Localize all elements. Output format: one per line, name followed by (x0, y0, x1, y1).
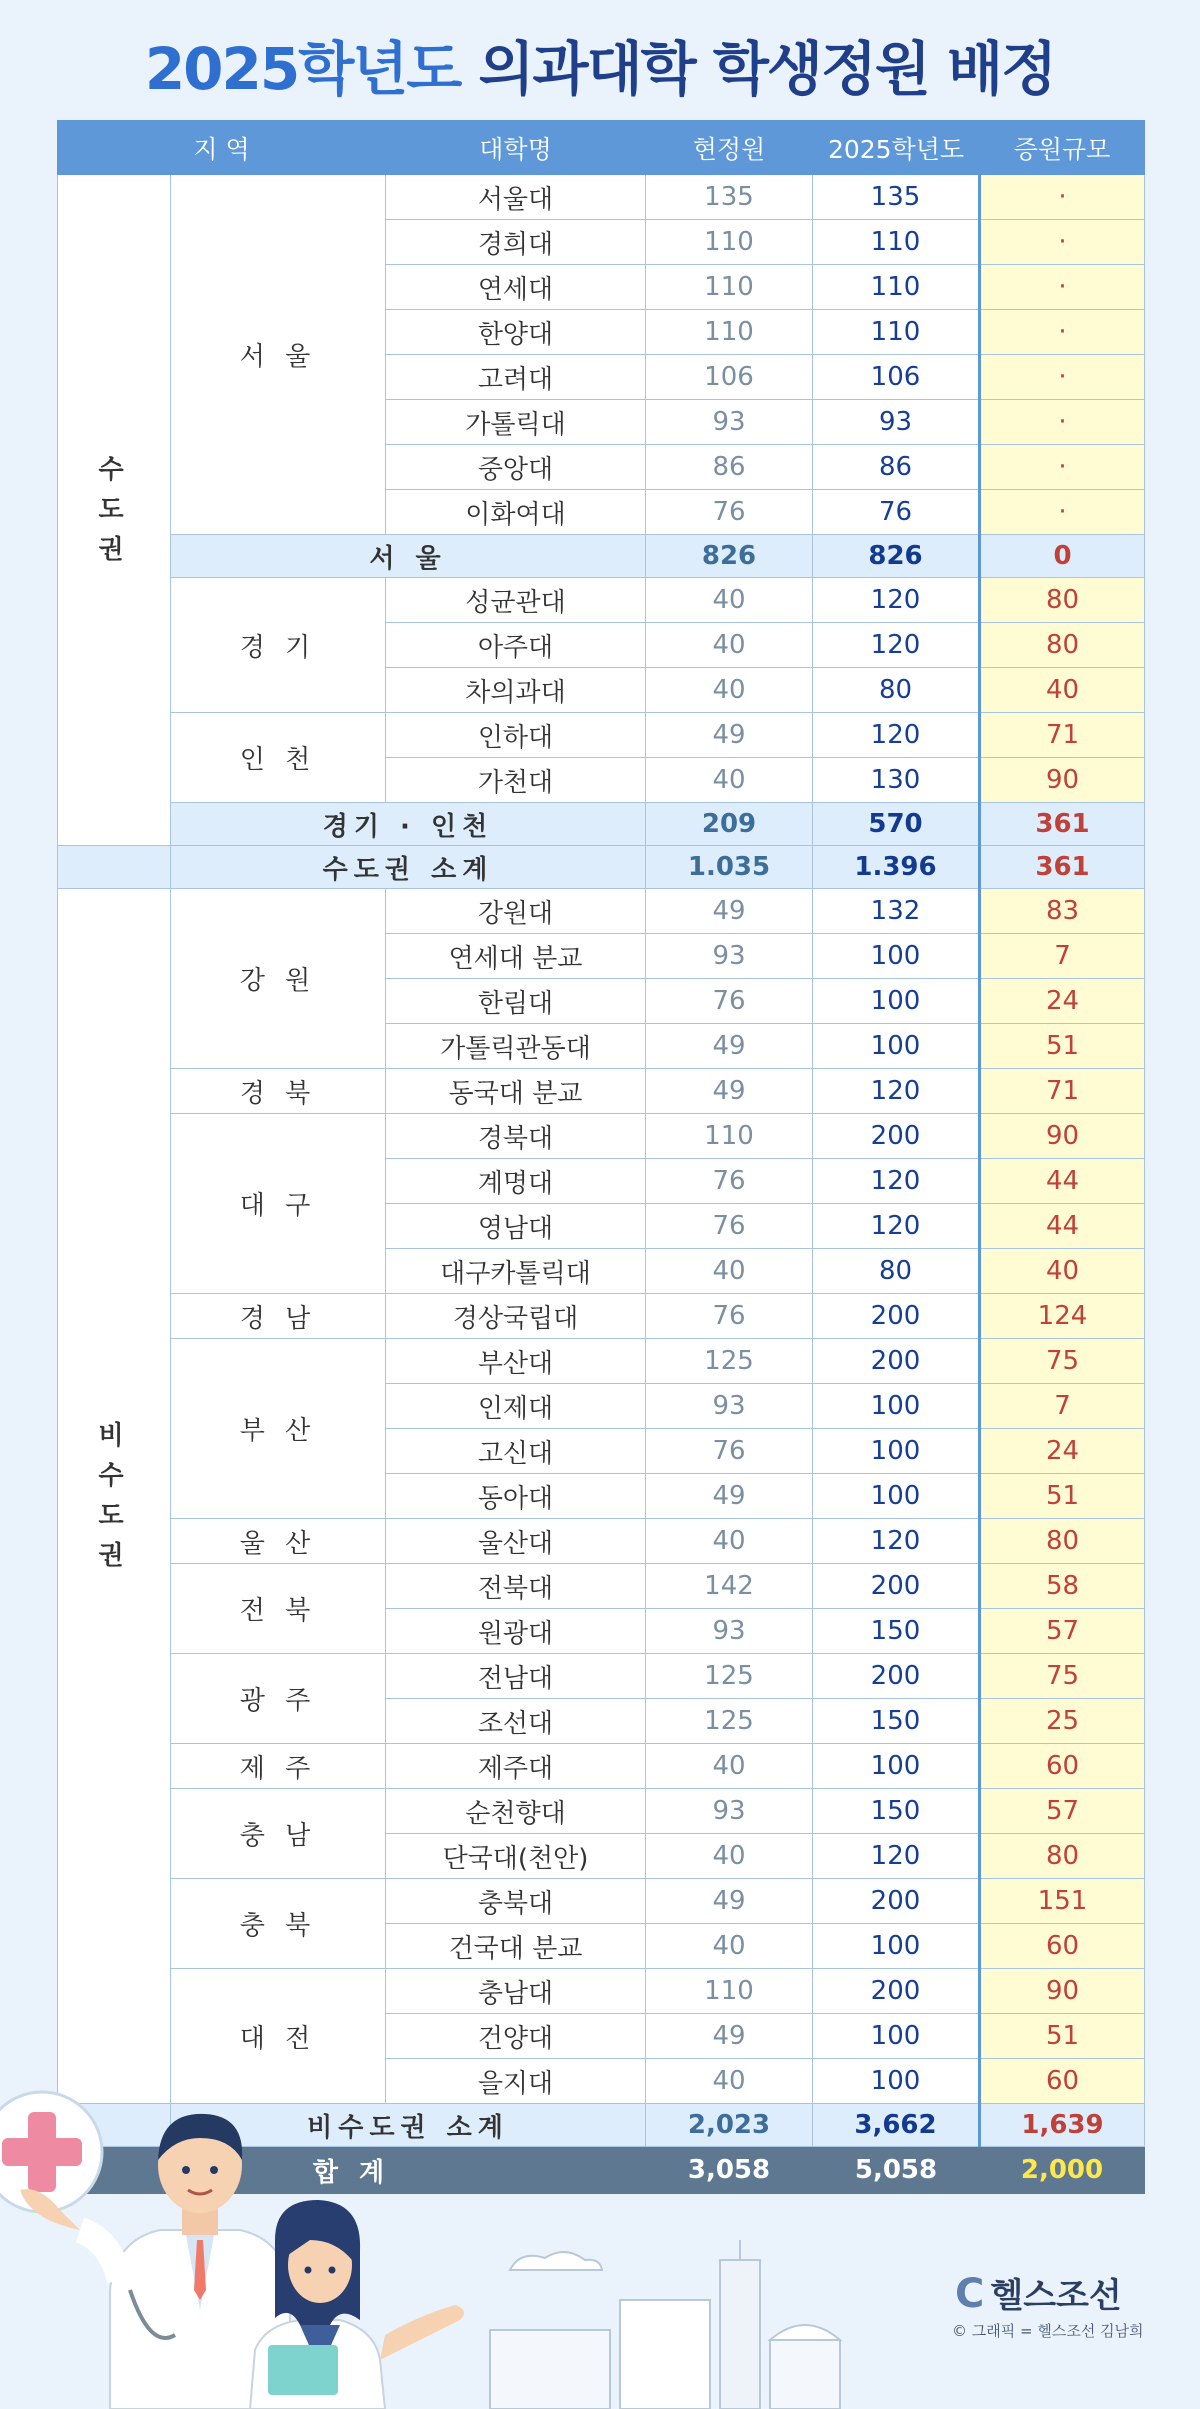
brand-logo (955, 2268, 1122, 2317)
quota-2025-cell: 100 (813, 1744, 980, 1789)
increase-cell: 90 (980, 758, 1145, 803)
quota-2025-cell: 120 (813, 1519, 980, 1564)
quota-2025-cell: 93 (813, 400, 980, 445)
quota-2025-cell: 106 (813, 355, 980, 400)
current-quota-cell: 76 (646, 1294, 813, 1339)
header-current: 현정원 (646, 121, 813, 175)
university-cell: 고려대 (386, 355, 646, 400)
city-skyline-illustration (470, 2240, 930, 2409)
increase-cell: 58 (980, 1564, 1145, 1609)
university-cell: 중앙대 (386, 445, 646, 490)
current-quota-cell: 40 (646, 758, 813, 803)
table-row (58, 1789, 1145, 1834)
university-cell: 동국대 분교 (386, 1069, 646, 1114)
subtotal-label: 수도권 소계 (171, 846, 646, 889)
current-quota-cell: 86 (646, 445, 813, 490)
subtotal-2025: 3,662 (813, 2104, 980, 2147)
current-quota-cell: 110 (646, 220, 813, 265)
current-quota-cell: 49 (646, 889, 813, 934)
current-quota-cell: 40 (646, 623, 813, 668)
region-cell: 강 원 (171, 889, 386, 1069)
current-quota-cell: 40 (646, 1924, 813, 1969)
medical-cross-icon (0, 2092, 102, 2212)
current-quota-cell: 125 (646, 1339, 813, 1384)
university-cell: 성균관대 (386, 578, 646, 623)
subtotal-2025: 1.396 (813, 846, 980, 889)
university-cell: 연세대 (386, 265, 646, 310)
quota-2025-cell: 200 (813, 1654, 980, 1699)
current-quota-cell: 106 (646, 355, 813, 400)
increase-cell: · (980, 265, 1145, 310)
university-cell: 연세대 분교 (386, 934, 646, 979)
university-cell: 동아대 (386, 1474, 646, 1519)
table-row (58, 1069, 1145, 1114)
table-row (58, 1294, 1145, 1339)
university-cell: 단국대(천안) (386, 1834, 646, 1879)
quota-2025-cell: 200 (813, 1564, 980, 1609)
increase-cell: 80 (980, 1519, 1145, 1564)
increase-cell: 90 (980, 1114, 1145, 1159)
quota-2025-cell: 150 (813, 1789, 980, 1834)
quota-2025-cell: 120 (813, 1069, 980, 1114)
quota-table (57, 120, 1145, 2194)
quota-2025-cell: 120 (813, 623, 980, 668)
quota-2025-cell: 76 (813, 490, 980, 535)
quota-2025-cell: 150 (813, 1609, 980, 1654)
university-cell: 을지대 (386, 2059, 646, 2104)
current-quota-cell: 49 (646, 2014, 813, 2059)
increase-cell: 83 (980, 889, 1145, 934)
region-cell: 광 주 (171, 1654, 386, 1744)
logo-text: 헬스조선 (990, 2276, 1122, 2316)
current-quota-cell: 93 (646, 934, 813, 979)
current-quota-cell: 110 (646, 265, 813, 310)
page-title (0, 22, 1200, 106)
increase-cell: 60 (980, 2059, 1145, 2104)
quota-2025-cell: 100 (813, 1924, 980, 1969)
university-cell: 차의과대 (386, 668, 646, 713)
increase-cell: 60 (980, 1744, 1145, 1789)
university-cell: 영남대 (386, 1204, 646, 1249)
university-cell: 강원대 (386, 889, 646, 934)
table-row (58, 175, 1145, 220)
capital-total-row (58, 846, 1145, 889)
title-year: 2025학년도 (144, 35, 461, 103)
subtotal-current: 1.035 (646, 846, 813, 889)
current-quota-cell: 142 (646, 1564, 813, 1609)
subtotal-label: 비수도권 소계 (171, 2104, 646, 2147)
quota-2025-cell: 120 (813, 1159, 980, 1204)
current-quota-cell: 76 (646, 1159, 813, 1204)
logo-icon: C (955, 2271, 985, 2317)
table-row (58, 578, 1145, 623)
university-cell: 계명대 (386, 1159, 646, 1204)
table-row (58, 1879, 1145, 1924)
current-quota-cell: 40 (646, 1249, 813, 1294)
quota-2025-cell: 110 (813, 310, 980, 355)
quota-2025-cell: 120 (813, 1204, 980, 1249)
quota-2025-cell: 80 (813, 1249, 980, 1294)
quota-2025-cell: 100 (813, 934, 980, 979)
quota-2025-cell: 100 (813, 1429, 980, 1474)
university-cell: 울산대 (386, 1519, 646, 1564)
increase-cell: 24 (980, 979, 1145, 1024)
university-cell: 충남대 (386, 1969, 646, 2014)
quota-2025-cell: 135 (813, 175, 980, 220)
quota-2025-cell: 100 (813, 2014, 980, 2059)
current-quota-cell: 49 (646, 1879, 813, 1924)
current-quota-cell: 93 (646, 1384, 813, 1429)
increase-cell: 51 (980, 2014, 1145, 2059)
university-cell: 가톨릭관동대 (386, 1024, 646, 1069)
region-cell: 인 천 (171, 713, 386, 803)
quota-2025-cell: 120 (813, 578, 980, 623)
university-cell: 조선대 (386, 1699, 646, 1744)
region-cell: 대 전 (171, 1969, 386, 2104)
current-quota-cell: 76 (646, 1204, 813, 1249)
capital-area-label: 수 도 권 (58, 175, 171, 846)
seoul-subtotal-row (58, 535, 1145, 578)
increase-cell: 80 (980, 623, 1145, 668)
region-cell: 전 북 (171, 1564, 386, 1654)
current-quota-cell: 40 (646, 668, 813, 713)
increase-cell: 7 (980, 1384, 1145, 1429)
quota-2025-cell: 100 (813, 1384, 980, 1429)
university-cell: 충북대 (386, 1879, 646, 1924)
current-quota-cell: 76 (646, 979, 813, 1024)
increase-cell: · (980, 175, 1145, 220)
current-quota-cell: 93 (646, 400, 813, 445)
quota-2025-cell: 200 (813, 1969, 980, 2014)
subtotal-increase: 361 (980, 846, 1145, 889)
table-header-row (58, 121, 1145, 175)
subtotal-label: 경기 · 인천 (171, 803, 646, 846)
increase-cell: · (980, 400, 1145, 445)
university-cell: 인하대 (386, 713, 646, 758)
increase-cell: · (980, 355, 1145, 400)
university-cell: 서울대 (386, 175, 646, 220)
university-cell: 원광대 (386, 1609, 646, 1654)
region-cell: 울 산 (171, 1519, 386, 1564)
university-cell: 한양대 (386, 310, 646, 355)
subtotal-increase: 361 (980, 803, 1145, 846)
header-2025: 2025학년도 (813, 121, 980, 175)
quota-2025-cell: 200 (813, 1339, 980, 1384)
increase-cell: 25 (980, 1699, 1145, 1744)
quota-2025-cell: 200 (813, 1294, 980, 1339)
current-quota-cell: 125 (646, 1654, 813, 1699)
increase-cell: · (980, 310, 1145, 355)
current-quota-cell: 49 (646, 713, 813, 758)
increase-cell: 57 (980, 1789, 1145, 1834)
increase-cell: 40 (980, 668, 1145, 713)
increase-cell: 51 (980, 1474, 1145, 1519)
current-quota-cell: 49 (646, 1474, 813, 1519)
quota-2025-cell: 132 (813, 889, 980, 934)
female-doctor (250, 2200, 464, 2409)
subtotal-current: 209 (646, 803, 813, 846)
university-cell: 아주대 (386, 623, 646, 668)
region-cell: 부 산 (171, 1339, 386, 1519)
increase-cell: 71 (980, 713, 1145, 758)
increase-cell: 151 (980, 1879, 1145, 1924)
quota-2025-cell: 110 (813, 220, 980, 265)
increase-cell: 60 (980, 1924, 1145, 1969)
quota-2025-cell: 100 (813, 1474, 980, 1519)
region-cell: 경 남 (171, 1294, 386, 1339)
grand-total-increase: 2,000 (980, 2147, 1145, 2194)
increase-cell: 124 (980, 1294, 1145, 1339)
table-row (58, 1339, 1145, 1384)
current-quota-cell: 40 (646, 1834, 813, 1879)
university-cell: 인제대 (386, 1384, 646, 1429)
current-quota-cell: 49 (646, 1024, 813, 1069)
increase-cell: 75 (980, 1654, 1145, 1699)
university-cell: 전남대 (386, 1654, 646, 1699)
current-quota-cell: 125 (646, 1699, 813, 1744)
quota-2025-cell: 130 (813, 758, 980, 803)
increase-cell: · (980, 220, 1145, 265)
subtotal-current: 2,023 (646, 2104, 813, 2147)
table-row (58, 1654, 1145, 1699)
university-cell: 부산대 (386, 1339, 646, 1384)
increase-cell: 71 (980, 1069, 1145, 1114)
table-row (58, 1564, 1145, 1609)
quota-2025-cell: 100 (813, 2059, 980, 2104)
spacer-cell (58, 846, 171, 889)
table-row (58, 713, 1145, 758)
quota-2025-cell: 200 (813, 1879, 980, 1924)
university-cell: 건국대 분교 (386, 1924, 646, 1969)
current-quota-cell: 110 (646, 1114, 813, 1159)
current-quota-cell: 110 (646, 310, 813, 355)
header-region: 지 역 (58, 121, 386, 175)
region-cell: 충 북 (171, 1879, 386, 1969)
title-rest: 의과대학 학생정원 배정 (460, 35, 1056, 103)
university-cell: 고신대 (386, 1429, 646, 1474)
region-cell: 충 남 (171, 1789, 386, 1879)
quota-2025-cell: 86 (813, 445, 980, 490)
subtotal-2025: 570 (813, 803, 980, 846)
university-cell: 순천향대 (386, 1789, 646, 1834)
region-cell: 제 주 (171, 1744, 386, 1789)
subtotal-2025: 826 (813, 535, 980, 578)
quota-2025-cell: 150 (813, 1699, 980, 1744)
region-cell: 경 북 (171, 1069, 386, 1114)
region-cell: 서 울 (171, 175, 386, 535)
grand-total-current: 3,058 (646, 2147, 813, 2194)
increase-cell: 51 (980, 1024, 1145, 1069)
university-cell: 경상국립대 (386, 1294, 646, 1339)
current-quota-cell: 135 (646, 175, 813, 220)
table-row (58, 1519, 1145, 1564)
header-increase: 증원규모 (980, 121, 1145, 175)
subtotal-increase: 0 (980, 535, 1145, 578)
table-row (58, 1969, 1145, 2014)
quota-2025-cell: 120 (813, 713, 980, 758)
non-capital-area-label: 비 수 도 권 (58, 889, 171, 2104)
university-cell: 전북대 (386, 1564, 646, 1609)
university-cell: 가천대 (386, 758, 646, 803)
grand-total-label: 합 계 (58, 2147, 646, 2194)
current-quota-cell: 40 (646, 1519, 813, 1564)
university-cell: 경북대 (386, 1114, 646, 1159)
increase-cell: 90 (980, 1969, 1145, 2014)
increase-cell: · (980, 445, 1145, 490)
increase-cell: 44 (980, 1204, 1145, 1249)
current-quota-cell: 49 (646, 1069, 813, 1114)
subtotal-current: 826 (646, 535, 813, 578)
university-cell: 이화여대 (386, 490, 646, 535)
increase-cell: 80 (980, 1834, 1145, 1879)
table-body (58, 175, 1145, 2194)
current-quota-cell: 40 (646, 2059, 813, 2104)
increase-cell: 44 (980, 1159, 1145, 1204)
quota-2025-cell: 100 (813, 1024, 980, 1069)
subtotal-label: 서 울 (171, 535, 646, 578)
current-quota-cell: 93 (646, 1789, 813, 1834)
university-cell: 한림대 (386, 979, 646, 1024)
university-cell: 제주대 (386, 1744, 646, 1789)
increase-cell: 24 (980, 1429, 1145, 1474)
quota-table-wrapper (57, 120, 1144, 2194)
quota-2025-cell: 200 (813, 1114, 980, 1159)
quota-2025-cell: 120 (813, 1834, 980, 1879)
university-cell: 가톨릭대 (386, 400, 646, 445)
current-quota-cell: 40 (646, 578, 813, 623)
university-cell: 대구카톨릭대 (386, 1249, 646, 1294)
quota-2025-cell: 110 (813, 265, 980, 310)
table-row (58, 1114, 1145, 1159)
graphic-credit: © 그래픽 = 헬스조선 김남희 (952, 2322, 1144, 2340)
current-quota-cell: 93 (646, 1609, 813, 1654)
region-cell: 대 구 (171, 1114, 386, 1294)
current-quota-cell: 40 (646, 1744, 813, 1789)
region-cell: 경 기 (171, 578, 386, 713)
increase-cell: · (980, 490, 1145, 535)
current-quota-cell: 76 (646, 490, 813, 535)
table-row (58, 1744, 1145, 1789)
table-row (58, 889, 1145, 934)
university-cell: 건양대 (386, 2014, 646, 2059)
header-university: 대학명 (386, 121, 646, 175)
grand-total-2025: 5,058 (813, 2147, 980, 2194)
gyeonggi-incheon-subtotal-row (58, 803, 1145, 846)
quota-2025-cell: 100 (813, 979, 980, 1024)
quota-2025-cell: 80 (813, 668, 980, 713)
increase-cell: 75 (980, 1339, 1145, 1384)
increase-cell: 40 (980, 1249, 1145, 1294)
current-quota-cell: 76 (646, 1429, 813, 1474)
university-cell: 경희대 (386, 220, 646, 265)
increase-cell: 80 (980, 578, 1145, 623)
current-quota-cell: 110 (646, 1969, 813, 2014)
increase-cell: 7 (980, 934, 1145, 979)
increase-cell: 57 (980, 1609, 1145, 1654)
subtotal-increase: 1,639 (980, 2104, 1145, 2147)
